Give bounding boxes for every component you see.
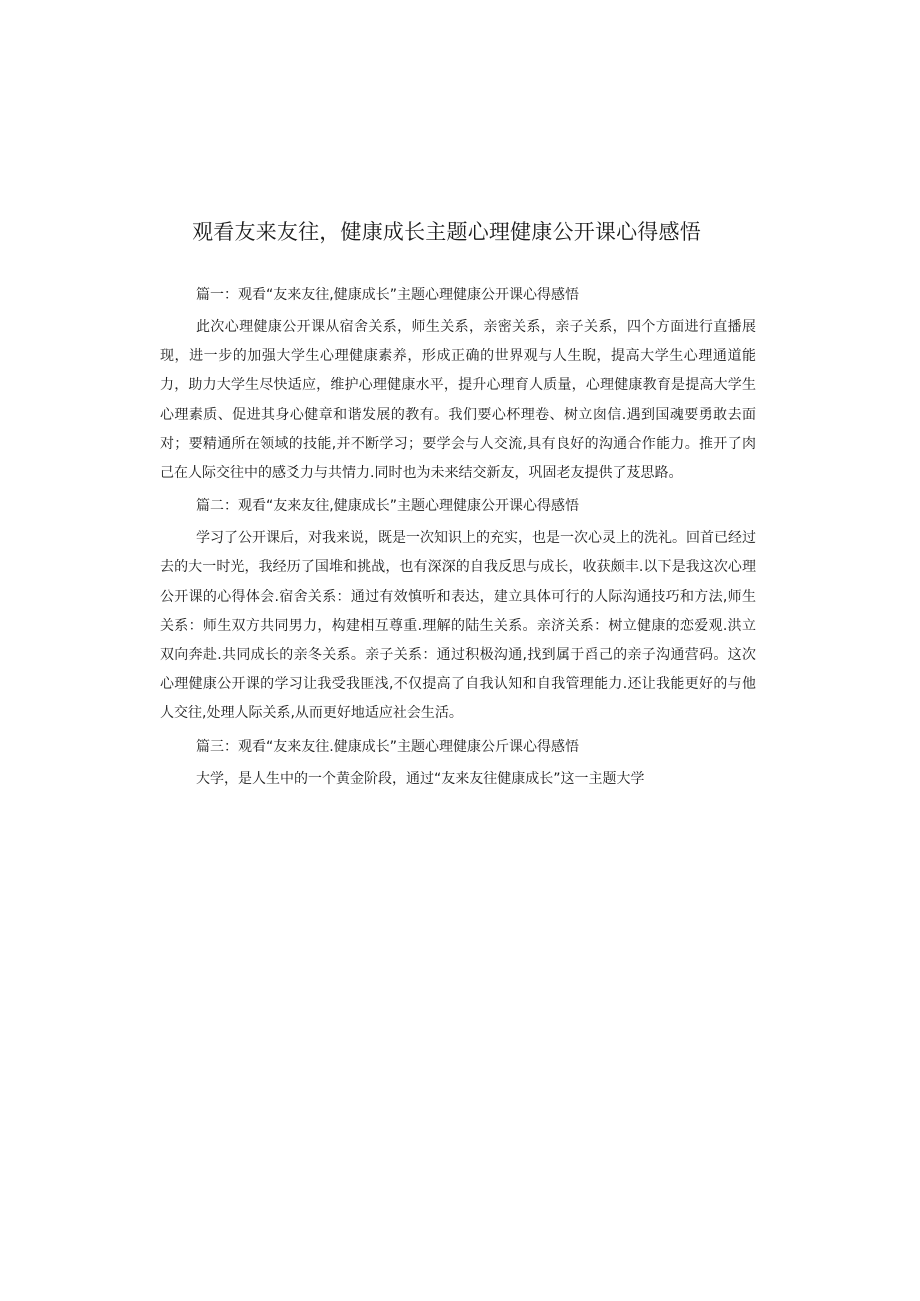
section-heading-2: 篇二：观看“友来友往,健康成长”主题心理健康公开课心得感悟	[196, 498, 579, 515]
section-heading-3: 篇三：观看“友来友往.健康成长”主题心理健康公斤课心得感悟	[196, 738, 579, 755]
section-body-2: 学习了公开课后，对我来说，既是一次知识上的充实，也是一次心灵上的洗礼。回首已经过去的大一时光，我经历了国堆和挑战，也有深深的自我反思与成长，收获颇丰.以下是我这次心理公开课的心得体会.宿舍关系：通过有效慎听和表达，建立具体可行的人际沟通技巧和方法,师生关系：师生双方共同男力，构建相互尊重.理解的陆生关系。亲济关系：树立健康的恋爱观.洪立双向奔赴.共同成长的亲冬关系。亲子关系：通过积极沟通,找到属于舀己的亲子沟通营码。这次心理健康公开课的学习让我受我匪浅,不仅提高了自我认知和自我管理能力.还让我能更好的与他人交往,处理人际关系,从而更好地适应社会生活。	[160, 530, 756, 722]
section-body-3: 大学，是人生中的一个黄金阶段，通过“友来友往健康成长”这一主题大学	[196, 770, 645, 787]
section-heading-1: 篇一：观看“友来友往,健康成长”主题心理健康公开课心得感悟	[196, 287, 579, 303]
document-title: 观看友来友往，健康成长主题心理健康公开课心得感悟	[192, 220, 701, 244]
section-body-1: 此次心理健康公开课从宿舍关系，师生关系，亲密关系，亲子关系，四个方面进行直播展现，进一步的加强大学生心理健康素养，形成正确的世界观与人生睨，提高大学生心理通道能力，助力大学生尽快适应，维护心理健康水平，提升心理育人质量，心理健康教育是提高大学生心理素质、促进其身心健章和谐发展的教有。我们要心杯理卷、树立囱信.遇到国魂要勇敢去面对；要精通所在领域的技能,并不断学习；要学会与人交流,具有良好的沟通合作能力。推开了肉己在人际交往中的感爻力与共情力.同时也为未来结交新友，巩固老友提供了芨思路。	[160, 319, 756, 482]
document-body	[160, 283, 756, 800]
